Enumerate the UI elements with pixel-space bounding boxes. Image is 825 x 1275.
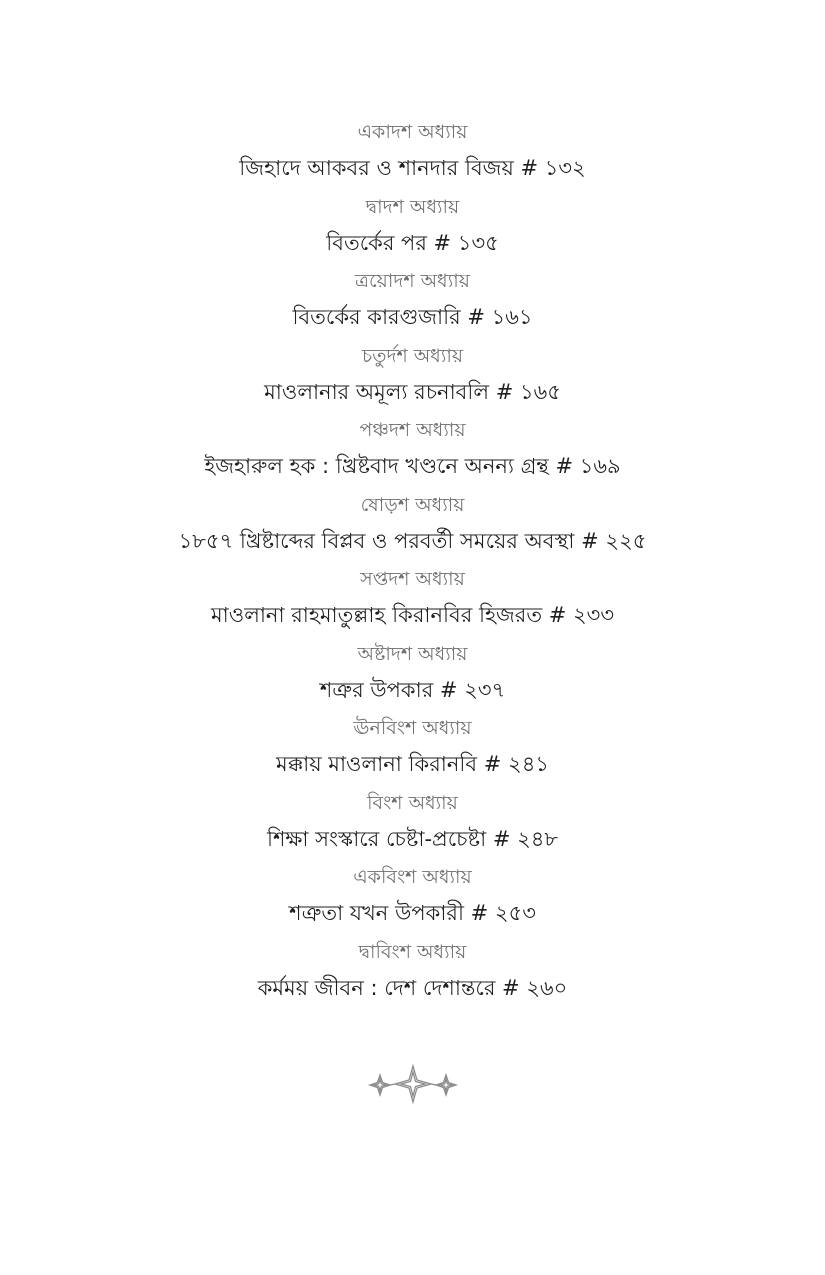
chapter-label: ত্রয়োদশ অধ্যায় xyxy=(355,270,470,292)
chapter-title: ইজহারুল হক : খ্রিষ্টবাদ খণ্ডনে অনন্য গ্রন্থ # ১৬৯ xyxy=(204,454,621,478)
chapter-label: চতুর্দশ অধ্যায় xyxy=(361,344,464,367)
chapter-label: দ্বাদশ অধ্যায় xyxy=(365,195,460,218)
toc-entry xyxy=(0,263,825,338)
chapter-title: মক্কায় মাওলানা কিরানবি # ২৪১ xyxy=(276,752,549,776)
chapter-title: মাওলানা রাহমাতুল্লাহ কিরানবির হিজরত # ২৩৩ xyxy=(210,603,614,627)
chapter-label: ঊনবিংশ অধ্যায় xyxy=(353,717,472,739)
diamond-star-ornament-icon xyxy=(367,1064,459,1104)
chapter-label: অষ্টাদশ অধ্যায় xyxy=(357,642,468,665)
chapter-title: জিহাদে আকবর ও শানদার বিজয় # ১৩২ xyxy=(239,156,586,180)
chapter-title: শিক্ষা সংস্কারে চেষ্টা-প্রচেষ্টা # ২৪৮ xyxy=(266,826,559,851)
toc-entry xyxy=(0,189,825,264)
chapter-title: বিতর্কের পর # ১৩৫ xyxy=(326,230,499,255)
toc-entry xyxy=(0,114,825,189)
chapter-label: পঞ্চদশ অধ্যায় xyxy=(359,419,466,441)
toc-entry xyxy=(0,636,825,711)
toc-entry xyxy=(0,412,825,487)
table-of-contents xyxy=(0,114,825,1008)
chapter-title: ১৮৫৭ খ্রিষ্টাব্দের বিপ্লব ও পরবর্তী সময়ের অবস্থা # ২২৫ xyxy=(178,528,647,553)
chapter-label: একাদশ অধ্যায় xyxy=(357,121,468,143)
chapter-label: ষোড়শ অধ্যায় xyxy=(360,493,465,516)
toc-entry xyxy=(0,338,825,413)
chapter-label: দ্বাবিংশ অধ্যায় xyxy=(358,940,467,963)
toc-entry xyxy=(0,487,825,562)
toc-entry xyxy=(0,561,825,636)
chapter-title: বিতর্কের কারগুজারি # ১৬১ xyxy=(292,305,533,329)
toc-entry xyxy=(0,859,825,934)
chapter-label: বিংশ অধ্যায় xyxy=(367,791,458,814)
chapter-title: শত্রুর উপকার # ২৩৭ xyxy=(319,677,506,702)
chapter-label: সপ্তদশ অধ্যায় xyxy=(360,568,465,590)
toc-entry xyxy=(0,934,825,1009)
toc-entry xyxy=(0,710,825,785)
chapter-title: কর্মময় জীবন : দেশ দেশান্তরে # ২৬০ xyxy=(257,975,568,1000)
chapter-title: শত্রুতা যখন উপকারী # ২৫৩ xyxy=(289,901,536,925)
chapter-label: একবিংশ অধ্যায় xyxy=(353,866,472,888)
chapter-title: মাওলানার অমূল্য রচনাবলি # ১৬৫ xyxy=(264,379,561,404)
toc-entry xyxy=(0,785,825,860)
